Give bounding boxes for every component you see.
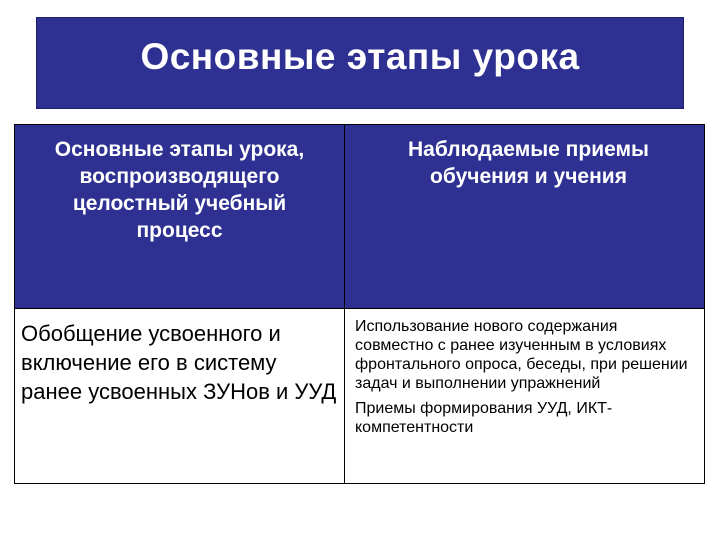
slide-title-bar	[36, 17, 684, 109]
header-techniques-label: Наблюдаемые приемы обучения и учения	[408, 138, 649, 188]
table-header-cell	[345, 125, 705, 309]
header-stages-label: Основные этапы урока, воспроизводящего целостный учебный процесс	[54, 138, 305, 242]
slide-title: Основные этапы урока	[140, 36, 580, 77]
technique-paragraph: Приемы формирования УУД, ИКТ-компетентности	[355, 400, 613, 436]
table-header-row	[15, 125, 705, 309]
lesson-stages-table	[14, 124, 705, 484]
table-cell	[345, 309, 705, 484]
technique-paragraph: Использование нового содержания совместно с ранее изученным в условиях фронтального опроса, беседы, при решении задач и выполнении упражнений	[355, 318, 688, 392]
table-row	[15, 309, 705, 484]
table-header-cell	[15, 125, 345, 309]
stage-text: Обобщение усвоенного и включение его в систему ранее усвоенных ЗУНов и УУД	[21, 321, 337, 404]
techniques-list	[345, 309, 704, 437]
table-cell	[15, 309, 345, 484]
